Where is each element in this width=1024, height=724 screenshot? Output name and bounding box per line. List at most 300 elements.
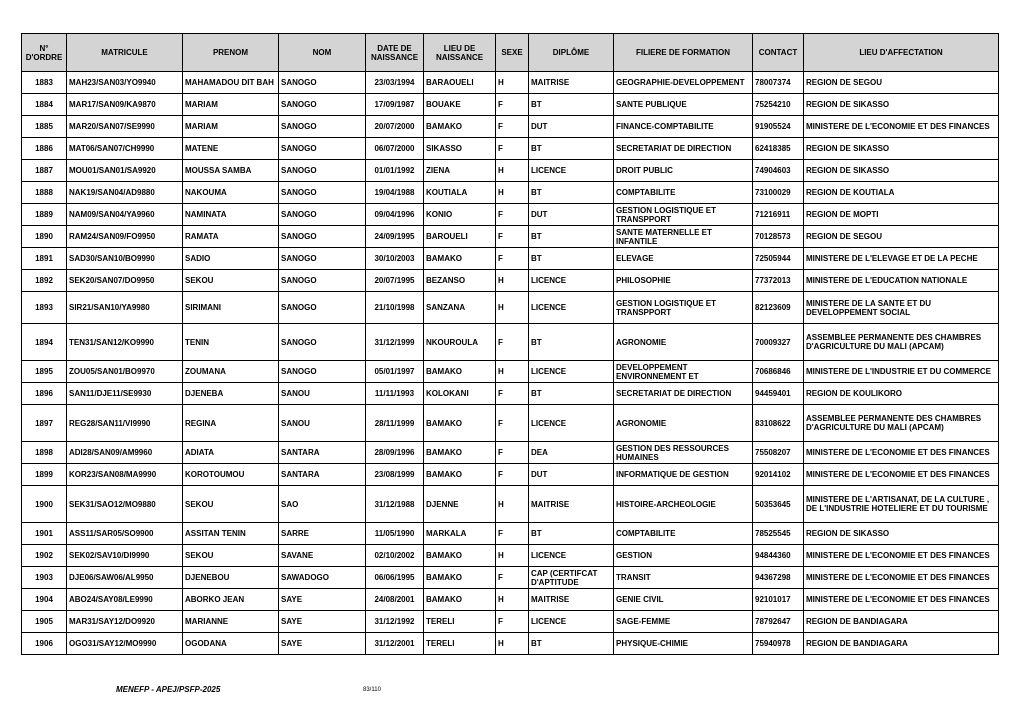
birth-place-cell: SANZANA xyxy=(424,292,496,324)
field-cell: PHILOSOPHIE xyxy=(614,270,753,292)
assignment-cell: MINISTERE DE L'ECONOMIE ET DES FINANCES xyxy=(804,116,999,138)
diploma-cell: LICENCE xyxy=(529,270,614,292)
table-row xyxy=(22,589,999,611)
table-row xyxy=(22,442,999,464)
birth-place-cell: KOLOKANI xyxy=(424,383,496,405)
order-cell: 1898 xyxy=(22,442,67,464)
diploma-cell: LICENCE xyxy=(529,545,614,567)
contact-cell: 78007374 xyxy=(753,72,804,94)
sex-cell: F xyxy=(496,523,529,545)
birth-date-cell: 31/12/1992 xyxy=(366,611,424,633)
contact-cell: 75940978 xyxy=(753,633,804,655)
diploma-cell: MAITRISE xyxy=(529,72,614,94)
field-cell: DROIT PUBLIC xyxy=(614,160,753,182)
matricule-cell: KOR23/SAN08/MA9990 xyxy=(67,464,183,486)
sex-cell: H xyxy=(496,160,529,182)
field-cell: GEOGRAPHIE-DEVELOPPEMENT xyxy=(614,72,753,94)
birth-place-cell: BAMAKO xyxy=(424,545,496,567)
matricule-cell: NAM09/SAN04/YA9960 xyxy=(67,204,183,226)
table-row xyxy=(22,545,999,567)
matricule-cell: ZOU05/SAN01/BO9970 xyxy=(67,361,183,383)
birth-date-cell: 30/10/2003 xyxy=(366,248,424,270)
birth-date-cell: 02/10/2002 xyxy=(366,545,424,567)
birth-place-cell: BAMAKO xyxy=(424,116,496,138)
sex-cell: F xyxy=(496,383,529,405)
table-row xyxy=(22,464,999,486)
sex-cell: H xyxy=(496,72,529,94)
birth-date-cell: 31/12/1999 xyxy=(366,324,424,361)
table-row xyxy=(22,226,999,248)
assignment-cell: REGION DE KOULIKORO xyxy=(804,383,999,405)
header-prenom: PRENOM xyxy=(183,34,279,72)
assignment-cell: ASSEMBLEE PERMANENTE DES CHAMBRES D'AGRICULTURE DU MALI (APCAM) xyxy=(804,405,999,442)
field-cell: SECRETARIAT DE DIRECTION xyxy=(614,138,753,160)
table-row xyxy=(22,567,999,589)
matricule-cell: SAD30/SAN10/BO9990 xyxy=(67,248,183,270)
contact-cell: 75254210 xyxy=(753,94,804,116)
matricule-cell: RAM24/SAN09/FO9950 xyxy=(67,226,183,248)
assignment-cell: MINISTERE DE L'ECONOMIE ET DES FINANCES xyxy=(804,545,999,567)
sex-cell: H xyxy=(496,633,529,655)
order-cell: 1885 xyxy=(22,116,67,138)
sex-cell: F xyxy=(496,138,529,160)
prenom-cell: MARIANNE xyxy=(183,611,279,633)
birth-date-cell: 06/07/2000 xyxy=(366,138,424,160)
contact-cell: 78525545 xyxy=(753,523,804,545)
header-sex: SEXE xyxy=(496,34,529,72)
sex-cell: H xyxy=(496,486,529,523)
matricule-cell: SEK31/SAO12/MO9880 xyxy=(67,486,183,523)
nom-cell: SANTARA xyxy=(279,442,366,464)
assignment-cell: ASSEMBLEE PERMANENTE DES CHAMBRES D'AGRICULTURE DU MALI (APCAM) xyxy=(804,324,999,361)
contact-cell: 71216911 xyxy=(753,204,804,226)
sex-cell: H xyxy=(496,292,529,324)
birth-date-cell: 17/09/1987 xyxy=(366,94,424,116)
sex-cell: H xyxy=(496,589,529,611)
diploma-cell: MAITRISE xyxy=(529,589,614,611)
matricule-cell: ABO24/SAY08/LE9990 xyxy=(67,589,183,611)
contact-cell: 72505944 xyxy=(753,248,804,270)
birth-date-cell: 09/04/1996 xyxy=(366,204,424,226)
nom-cell: SAYE xyxy=(279,611,366,633)
field-cell: INFORMATIQUE DE GESTION xyxy=(614,464,753,486)
prenom-cell: TENIN xyxy=(183,324,279,361)
order-cell: 1888 xyxy=(22,182,67,204)
prenom-cell: REGINA xyxy=(183,405,279,442)
diploma-cell: LICENCE xyxy=(529,361,614,383)
header-order: N° D'ORDRE xyxy=(22,34,67,72)
birth-place-cell: BAMAKO xyxy=(424,248,496,270)
diploma-cell: DUT xyxy=(529,116,614,138)
birth-place-cell: BAMAKO xyxy=(424,442,496,464)
order-cell: 1896 xyxy=(22,383,67,405)
birth-place-cell: NKOUROULA xyxy=(424,324,496,361)
table-row xyxy=(22,611,999,633)
contact-cell: 74904603 xyxy=(753,160,804,182)
field-cell: ELEVAGE xyxy=(614,248,753,270)
order-cell: 1901 xyxy=(22,523,67,545)
header-row xyxy=(22,34,999,72)
nom-cell: SAWADOGO xyxy=(279,567,366,589)
birth-date-cell: 20/07/2000 xyxy=(366,116,424,138)
field-cell: SAGE-FEMME xyxy=(614,611,753,633)
diploma-cell: BT xyxy=(529,324,614,361)
nom-cell: SANOU xyxy=(279,405,366,442)
matricule-cell: MAR17/SAN09/KA9870 xyxy=(67,94,183,116)
table-row xyxy=(22,523,999,545)
table-row xyxy=(22,633,999,655)
matricule-cell: SEK02/SAV10/DI9990 xyxy=(67,545,183,567)
table-row xyxy=(22,94,999,116)
nom-cell: SANOGO xyxy=(279,226,366,248)
diploma-cell: LICENCE xyxy=(529,292,614,324)
order-cell: 1889 xyxy=(22,204,67,226)
contact-cell: 50353645 xyxy=(753,486,804,523)
birth-place-cell: MARKALA xyxy=(424,523,496,545)
contact-cell: 70009327 xyxy=(753,324,804,361)
field-cell: PHYSIQUE-CHIMIE xyxy=(614,633,753,655)
sex-cell: F xyxy=(496,116,529,138)
prenom-cell: MATENE xyxy=(183,138,279,160)
order-cell: 1886 xyxy=(22,138,67,160)
prenom-cell: ADIATA xyxy=(183,442,279,464)
birth-date-cell: 28/09/1996 xyxy=(366,442,424,464)
table-row xyxy=(22,324,999,361)
table-row xyxy=(22,486,999,523)
sex-cell: F xyxy=(496,567,529,589)
order-cell: 1899 xyxy=(22,464,67,486)
assignment-cell: MINISTERE DE L'ELEVAGE ET DE LA PECHE xyxy=(804,248,999,270)
sex-cell: F xyxy=(496,226,529,248)
assignment-cell: REGION DE SEGOU xyxy=(804,72,999,94)
birth-place-cell: BAMAKO xyxy=(424,405,496,442)
prenom-cell: MARIAM xyxy=(183,94,279,116)
prenom-cell: ABORKO JEAN xyxy=(183,589,279,611)
birth-place-cell: TERELI xyxy=(424,611,496,633)
field-cell: SECRETARIAT DE DIRECTION xyxy=(614,383,753,405)
matricule-cell: SIR21/SAN10/YA9980 xyxy=(67,292,183,324)
birth-place-cell: BOUAKE xyxy=(424,94,496,116)
birth-place-cell: ZIENA xyxy=(424,160,496,182)
order-cell: 1895 xyxy=(22,361,67,383)
field-cell: SANTE MATERNELLE ET INFANTILE xyxy=(614,226,753,248)
birth-date-cell: 05/01/1997 xyxy=(366,361,424,383)
prenom-cell: NAKOUMA xyxy=(183,182,279,204)
sex-cell: H xyxy=(496,545,529,567)
matricule-cell: ASS11/SAR05/SO9900 xyxy=(67,523,183,545)
order-cell: 1892 xyxy=(22,270,67,292)
table-row xyxy=(22,383,999,405)
contact-cell: 91905524 xyxy=(753,116,804,138)
assignment-cell: MINISTERE DE L'ECONOMIE ET DES FINANCES xyxy=(804,567,999,589)
birth-place-cell: BAMAKO xyxy=(424,361,496,383)
field-cell: FINANCE-COMPTABILITE xyxy=(614,116,753,138)
prenom-cell: DJENEBOU xyxy=(183,567,279,589)
nom-cell: SANOGO xyxy=(279,248,366,270)
field-cell: COMPTABILITE xyxy=(614,523,753,545)
table-row xyxy=(22,248,999,270)
contact-cell: 70128573 xyxy=(753,226,804,248)
prenom-cell: RAMATA xyxy=(183,226,279,248)
field-cell: HISTOIRE-ARCHEOLOGIE xyxy=(614,486,753,523)
assignment-cell: MINISTERE DE LA SANTE ET DU DEVELOPPEMENT SOCIAL xyxy=(804,292,999,324)
contact-cell: 94459401 xyxy=(753,383,804,405)
order-cell: 1893 xyxy=(22,292,67,324)
matricule-cell: REG28/SAN11/VI9990 xyxy=(67,405,183,442)
birth-date-cell: 24/08/2001 xyxy=(366,589,424,611)
birth-date-cell: 31/12/2001 xyxy=(366,633,424,655)
assignment-cell: MINISTERE DE L'EDUCATION NATIONALE xyxy=(804,270,999,292)
nom-cell: SANOGO xyxy=(279,138,366,160)
header-assignment: LIEU D'AFFECTATION xyxy=(804,34,999,72)
birth-place-cell: DJENNE xyxy=(424,486,496,523)
contact-cell: 73100029 xyxy=(753,182,804,204)
prenom-cell: SADIO xyxy=(183,248,279,270)
diploma-cell: MAITRISE xyxy=(529,486,614,523)
field-cell: GESTION xyxy=(614,545,753,567)
order-cell: 1883 xyxy=(22,72,67,94)
diploma-cell: BT xyxy=(529,633,614,655)
order-cell: 1894 xyxy=(22,324,67,361)
prenom-cell: SEKOU xyxy=(183,545,279,567)
diploma-cell: DUT xyxy=(529,464,614,486)
birth-date-cell: 19/04/1988 xyxy=(366,182,424,204)
nom-cell: SAVANE xyxy=(279,545,366,567)
diploma-cell: LICENCE xyxy=(529,160,614,182)
order-cell: 1887 xyxy=(22,160,67,182)
diploma-cell: DUT xyxy=(529,204,614,226)
birth-date-cell: 24/09/1995 xyxy=(366,226,424,248)
prenom-cell: SEKOU xyxy=(183,270,279,292)
table-row xyxy=(22,138,999,160)
field-cell: GENIE CIVIL xyxy=(614,589,753,611)
assignment-cell: REGION DE SIKASSO xyxy=(804,523,999,545)
prenom-cell: MAHAMADOU DIT BAH xyxy=(183,72,279,94)
birth-place-cell: BAMAKO xyxy=(424,464,496,486)
table-row xyxy=(22,361,999,383)
nom-cell: SANOGO xyxy=(279,182,366,204)
diploma-cell: BT xyxy=(529,383,614,405)
contact-cell: 77372013 xyxy=(753,270,804,292)
table-body xyxy=(22,72,999,655)
diploma-cell: BT xyxy=(529,523,614,545)
contact-cell: 94844360 xyxy=(753,545,804,567)
table-row xyxy=(22,160,999,182)
assignment-cell: MINISTERE DE L'ECONOMIE ET DES FINANCES xyxy=(804,589,999,611)
field-cell: GESTION DES RESSOURCES HUMAINES xyxy=(614,442,753,464)
field-cell: AGRONOMIE xyxy=(614,324,753,361)
nom-cell: SAO xyxy=(279,486,366,523)
prenom-cell: KOROTOUMOU xyxy=(183,464,279,486)
matricule-cell: DJE06/SAW06/AL9950 xyxy=(67,567,183,589)
contact-cell: 75508207 xyxy=(753,442,804,464)
diploma-cell: BT xyxy=(529,138,614,160)
header-diploma: DIPLÔME xyxy=(529,34,614,72)
sex-cell: F xyxy=(496,464,529,486)
field-cell: AGRONOMIE xyxy=(614,405,753,442)
field-cell: TRANSIT xyxy=(614,567,753,589)
birth-date-cell: 28/11/1999 xyxy=(366,405,424,442)
matricule-cell: SAN11/DJE11/SE9930 xyxy=(67,383,183,405)
header-birth-place: LIEU DE NAISSANCE xyxy=(424,34,496,72)
contact-cell: 70686846 xyxy=(753,361,804,383)
birth-place-cell: TERELI xyxy=(424,633,496,655)
order-cell: 1906 xyxy=(22,633,67,655)
contact-cell: 94367298 xyxy=(753,567,804,589)
birth-place-cell: SIKASSO xyxy=(424,138,496,160)
prenom-cell: NAMINATA xyxy=(183,204,279,226)
assignment-cell: REGION DE MOPTI xyxy=(804,204,999,226)
birth-date-cell: 11/11/1993 xyxy=(366,383,424,405)
birth-place-cell: BAMAKO xyxy=(424,567,496,589)
matricule-cell: TEN31/SAN12/KO9990 xyxy=(67,324,183,361)
assignment-cell: MINISTERE DE L'ECONOMIE ET DES FINANCES xyxy=(804,464,999,486)
matricule-cell: MAT06/SAN07/CH9990 xyxy=(67,138,183,160)
birth-date-cell: 11/05/1990 xyxy=(366,523,424,545)
birth-place-cell: BAMAKO xyxy=(424,589,496,611)
matricule-cell: MAR31/SAY12/DO9920 xyxy=(67,611,183,633)
birth-date-cell: 20/07/1995 xyxy=(366,270,424,292)
contact-cell: 92014102 xyxy=(753,464,804,486)
prenom-cell: SIRIMANI xyxy=(183,292,279,324)
order-cell: 1884 xyxy=(22,94,67,116)
birth-date-cell: 06/06/1995 xyxy=(366,567,424,589)
sex-cell: F xyxy=(496,204,529,226)
birth-place-cell: KOUTIALA xyxy=(424,182,496,204)
prenom-cell: DJENEBA xyxy=(183,383,279,405)
table-row xyxy=(22,204,999,226)
nom-cell: SANOGO xyxy=(279,72,366,94)
birth-date-cell: 23/08/1999 xyxy=(366,464,424,486)
table-header xyxy=(22,34,999,72)
order-cell: 1900 xyxy=(22,486,67,523)
contact-cell: 62418385 xyxy=(753,138,804,160)
matricule-cell: SEK20/SAN07/DO9950 xyxy=(67,270,183,292)
assignment-cell: REGION DE SIKASSO xyxy=(804,160,999,182)
header-birth-date: DATE DE NAISSANCE xyxy=(366,34,424,72)
nom-cell: SANTARA xyxy=(279,464,366,486)
matricule-cell: ADI28/SAN09/AM9960 xyxy=(67,442,183,464)
prenom-cell: SEKOU xyxy=(183,486,279,523)
birth-date-cell: 21/10/1998 xyxy=(366,292,424,324)
sex-cell: F xyxy=(496,248,529,270)
page-number: 83/110 xyxy=(363,687,381,693)
matricule-cell: OGO31/SAY12/MO9990 xyxy=(67,633,183,655)
birth-date-cell: 31/12/1988 xyxy=(366,486,424,523)
prenom-cell: OGODANA xyxy=(183,633,279,655)
header-matricule: MATRICULE xyxy=(67,34,183,72)
nom-cell: SANOGO xyxy=(279,361,366,383)
header-nom: NOM xyxy=(279,34,366,72)
nom-cell: SANOGO xyxy=(279,204,366,226)
table-row xyxy=(22,72,999,94)
field-cell: SANTE PUBLIQUE xyxy=(614,94,753,116)
nom-cell: SANOGO xyxy=(279,324,366,361)
prenom-cell: ZOUMANA xyxy=(183,361,279,383)
header-contact: CONTACT xyxy=(753,34,804,72)
nom-cell: SANOU xyxy=(279,383,366,405)
footer-organization: MENEFP - APEJ/PSFP-2025 xyxy=(116,685,221,694)
field-cell: COMPTABILITE xyxy=(614,182,753,204)
contact-cell: 82123609 xyxy=(753,292,804,324)
sex-cell: F xyxy=(496,94,529,116)
diploma-cell: BT xyxy=(529,226,614,248)
assignment-table xyxy=(21,33,999,655)
nom-cell: SANOGO xyxy=(279,292,366,324)
order-cell: 1897 xyxy=(22,405,67,442)
order-cell: 1902 xyxy=(22,545,67,567)
birth-place-cell: KONIO xyxy=(424,204,496,226)
diploma-cell: BT xyxy=(529,248,614,270)
diploma-cell: BT xyxy=(529,94,614,116)
nom-cell: SANOGO xyxy=(279,116,366,138)
birth-date-cell: 23/03/1994 xyxy=(366,72,424,94)
sex-cell: H xyxy=(496,182,529,204)
field-cell: DEVELOPPEMENT ENVIRONNEMENT ET xyxy=(614,361,753,383)
assignment-cell: REGION DE SIKASSO xyxy=(804,138,999,160)
nom-cell: SANOGO xyxy=(279,160,366,182)
matricule-cell: MAR20/SAN07/SE9990 xyxy=(67,116,183,138)
diploma-cell: LICENCE xyxy=(529,611,614,633)
table-row xyxy=(22,292,999,324)
contact-cell: 83108622 xyxy=(753,405,804,442)
nom-cell: SANOGO xyxy=(279,94,366,116)
table-row xyxy=(22,116,999,138)
field-cell: GESTION LOGISTIQUE ET TRANSPPORT xyxy=(614,204,753,226)
table-row xyxy=(22,182,999,204)
assignment-cell: MINISTERE DE L'ARTISANAT, DE LA CULTURE , DE L'INDUSTRIE HOTELIERE ET DU TOURISME xyxy=(804,486,999,523)
assignment-cell: REGION DE KOUTIALA xyxy=(804,182,999,204)
diploma-cell: LICENCE xyxy=(529,405,614,442)
order-cell: 1905 xyxy=(22,611,67,633)
nom-cell: SAYE xyxy=(279,633,366,655)
sex-cell: F xyxy=(496,442,529,464)
matricule-cell: NAK19/SAN04/AD9880 xyxy=(67,182,183,204)
order-cell: 1891 xyxy=(22,248,67,270)
matricule-cell: MOU01/SAN01/SA9920 xyxy=(67,160,183,182)
contact-cell: 78792647 xyxy=(753,611,804,633)
assignment-cell: MINISTERE DE L'INDUSTRIE ET DU COMMERCE xyxy=(804,361,999,383)
birth-place-cell: BEZANSO xyxy=(424,270,496,292)
assignment-cell: MINISTERE DE L'ECONOMIE ET DES FINANCES xyxy=(804,442,999,464)
order-cell: 1903 xyxy=(22,567,67,589)
field-cell: GESTION LOGISTIQUE ET TRANSPPORT xyxy=(614,292,753,324)
table-row xyxy=(22,405,999,442)
prenom-cell: MARIAM xyxy=(183,116,279,138)
birth-place-cell: BARAOUELI xyxy=(424,72,496,94)
table-row xyxy=(22,270,999,292)
prenom-cell: ASSITAN TENIN xyxy=(183,523,279,545)
diploma-cell: BT xyxy=(529,182,614,204)
diploma-cell: CAP (CERTIFCAT D'APTITUDE xyxy=(529,567,614,589)
nom-cell: SARRE xyxy=(279,523,366,545)
prenom-cell: MOUSSA SAMBA xyxy=(183,160,279,182)
diploma-cell: DEA xyxy=(529,442,614,464)
assignment-cell: REGION DE SIKASSO xyxy=(804,94,999,116)
assignment-cell: REGION DE BANDIAGARA xyxy=(804,611,999,633)
assignment-cell: REGION DE BANDIAGARA xyxy=(804,633,999,655)
order-cell: 1890 xyxy=(22,226,67,248)
contact-cell: 92101017 xyxy=(753,589,804,611)
matricule-cell: MAH23/SAN03/YO9940 xyxy=(67,72,183,94)
sex-cell: F xyxy=(496,405,529,442)
sex-cell: F xyxy=(496,611,529,633)
nom-cell: SAYE xyxy=(279,589,366,611)
sex-cell: H xyxy=(496,361,529,383)
sex-cell: F xyxy=(496,324,529,361)
assignment-cell: REGION DE SEGOU xyxy=(804,226,999,248)
nom-cell: SANOGO xyxy=(279,270,366,292)
